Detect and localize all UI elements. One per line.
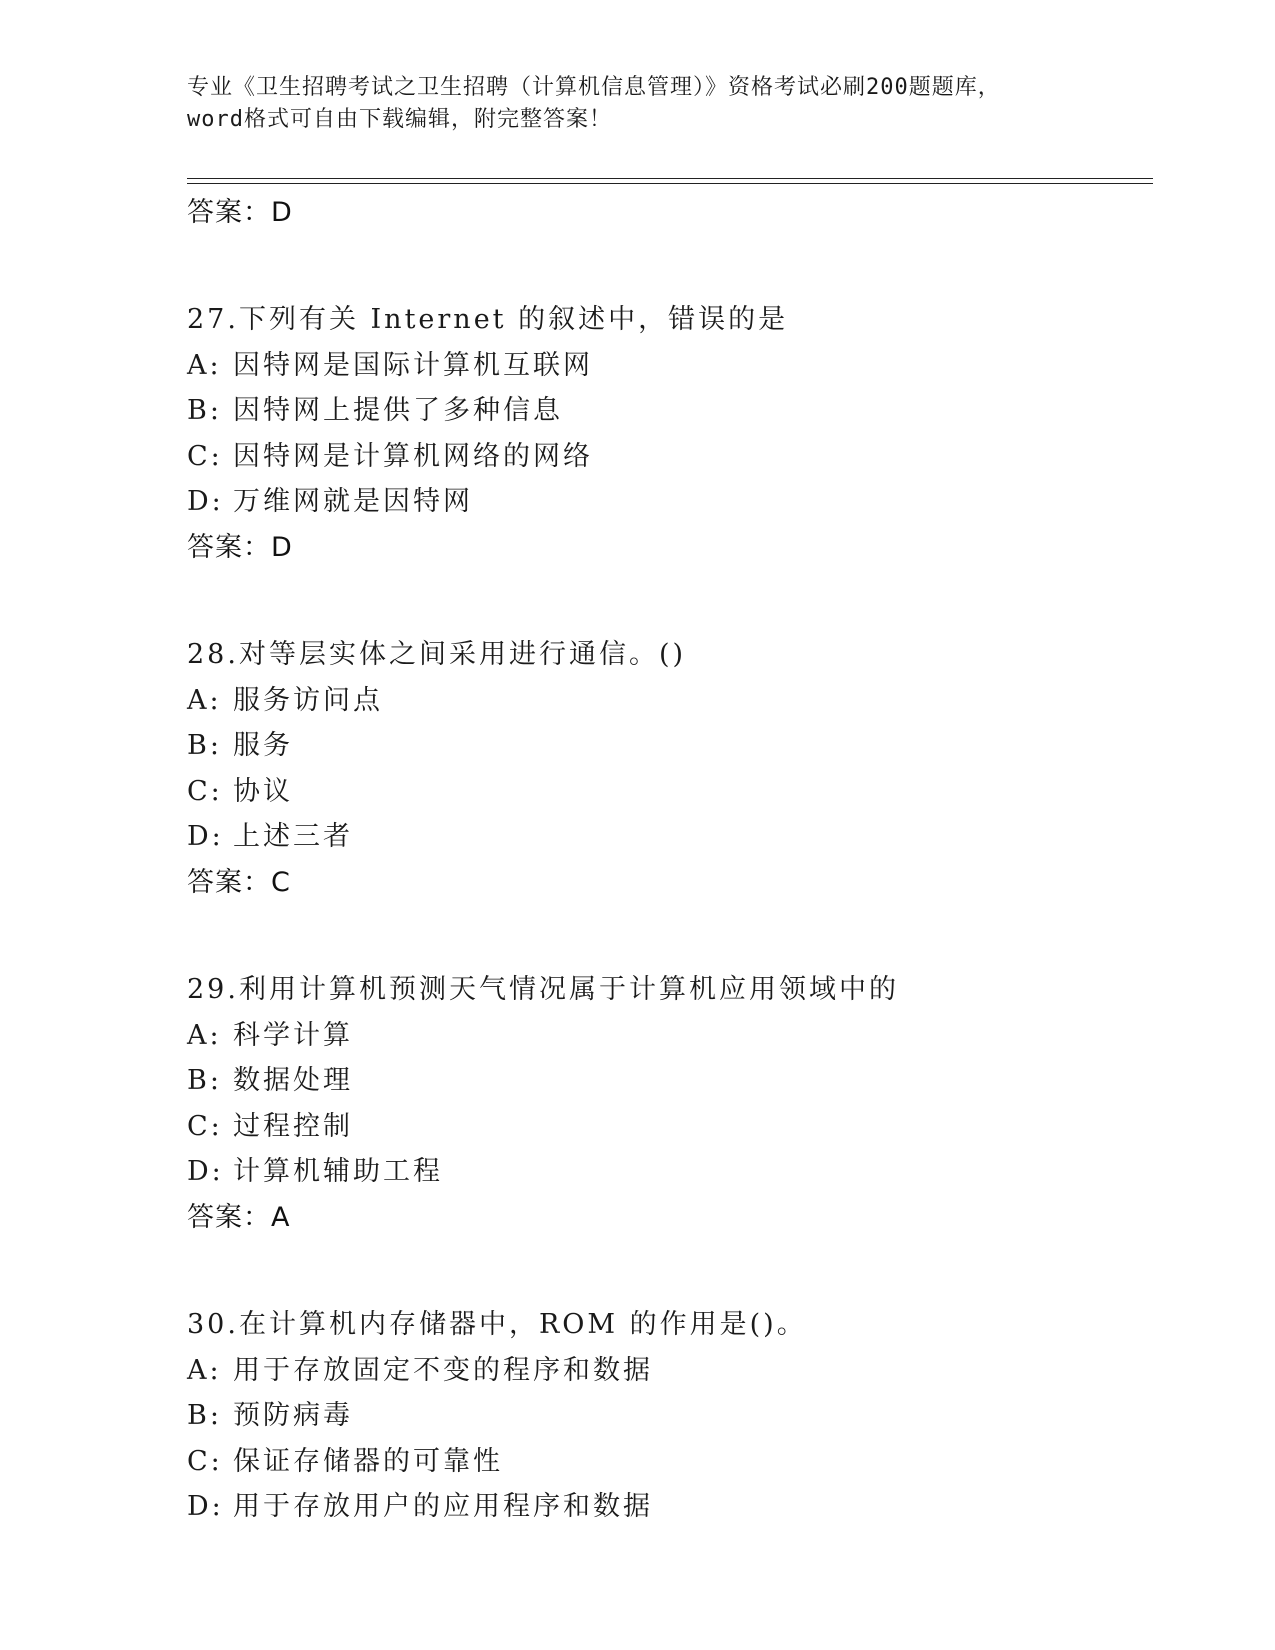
option-letter: A: bbox=[187, 349, 222, 381]
option-text: 因特网上提供了多种信息 bbox=[233, 395, 563, 427]
question-stem: 27.下列有关 Internet 的叙述中，错误的是 bbox=[187, 304, 789, 335]
option-letter: D: bbox=[187, 1491, 224, 1523]
option-text: 万维网就是因特网 bbox=[233, 486, 473, 518]
question-stem: 29.利用计算机预测天气情况属于计算机应用领域中的 bbox=[187, 973, 899, 1005]
question-list bbox=[187, 190, 1153, 1530]
option-d bbox=[187, 1149, 1153, 1195]
option-a bbox=[187, 1013, 1153, 1059]
option-b bbox=[187, 723, 1153, 769]
question-stem: 28.对等层实体之间采用进行通信。() bbox=[187, 638, 687, 670]
option-letter: A: bbox=[187, 684, 222, 716]
option-letter: D: bbox=[187, 1156, 224, 1188]
question-stem: 30.在计算机内存储器中，ROM 的作用是()。 bbox=[187, 1308, 807, 1340]
option-text: 预防病毒 bbox=[233, 1400, 353, 1432]
option-letter: B: bbox=[187, 1065, 222, 1097]
option-text: 过程控制 bbox=[233, 1110, 353, 1142]
option-d bbox=[187, 479, 1153, 525]
option-text: 用于存放用户的应用程序和数据 bbox=[233, 1491, 653, 1523]
option-a bbox=[187, 678, 1153, 724]
question-27 bbox=[187, 297, 1153, 570]
option-c bbox=[187, 769, 1153, 815]
header-title-line-1: 专业《卫生招聘考试之卫生招聘（计算机信息管理）》资格考试必刷200题题库， bbox=[187, 75, 1001, 100]
header-title-line-2: word格式可自由下载编辑，附完整答案！ bbox=[187, 107, 612, 132]
option-d bbox=[187, 814, 1153, 860]
question-30 bbox=[187, 1302, 1153, 1530]
option-text: 保证存储器的可靠性 bbox=[233, 1445, 503, 1477]
option-text: 计算机辅助工程 bbox=[233, 1156, 443, 1188]
header-divider bbox=[187, 178, 1153, 184]
option-letter: B: bbox=[187, 730, 222, 762]
question-28 bbox=[187, 632, 1153, 905]
option-text: 用于存放固定不变的程序和数据 bbox=[233, 1354, 653, 1386]
option-text: 科学计算 bbox=[233, 1019, 353, 1051]
answer-27: 答案：D bbox=[187, 531, 293, 563]
option-letter: C: bbox=[187, 1445, 223, 1477]
answer-29: 答案：A bbox=[187, 1201, 291, 1233]
option-text: 上述三者 bbox=[233, 821, 353, 853]
option-d bbox=[187, 1484, 1153, 1530]
option-letter: B: bbox=[187, 395, 222, 427]
option-letter: B: bbox=[187, 1400, 222, 1432]
option-text: 因特网是计算机网络的网络 bbox=[233, 440, 593, 472]
option-b bbox=[187, 1393, 1153, 1439]
option-text: 因特网是国际计算机互联网 bbox=[233, 349, 593, 381]
option-letter: C: bbox=[187, 1110, 223, 1142]
option-letter: A: bbox=[187, 1354, 222, 1386]
option-b bbox=[187, 388, 1153, 434]
option-text: 数据处理 bbox=[233, 1065, 353, 1097]
option-a bbox=[187, 343, 1153, 389]
option-c bbox=[187, 1439, 1153, 1485]
page-header bbox=[187, 72, 1087, 136]
option-letter: D: bbox=[187, 486, 224, 518]
option-b bbox=[187, 1058, 1153, 1104]
answer-28: 答案：C bbox=[187, 866, 291, 898]
option-letter: D: bbox=[187, 821, 224, 853]
option-c bbox=[187, 434, 1153, 480]
option-letter: C: bbox=[187, 440, 223, 472]
option-letter: C: bbox=[187, 775, 223, 807]
option-c bbox=[187, 1104, 1153, 1150]
option-text: 协议 bbox=[233, 775, 293, 807]
option-text: 服务 bbox=[233, 730, 293, 762]
option-letter: A: bbox=[187, 1019, 222, 1051]
question-29 bbox=[187, 967, 1153, 1240]
answer-previous: 答案：D bbox=[187, 197, 293, 228]
option-text: 服务访问点 bbox=[233, 684, 383, 716]
option-a bbox=[187, 1348, 1153, 1394]
